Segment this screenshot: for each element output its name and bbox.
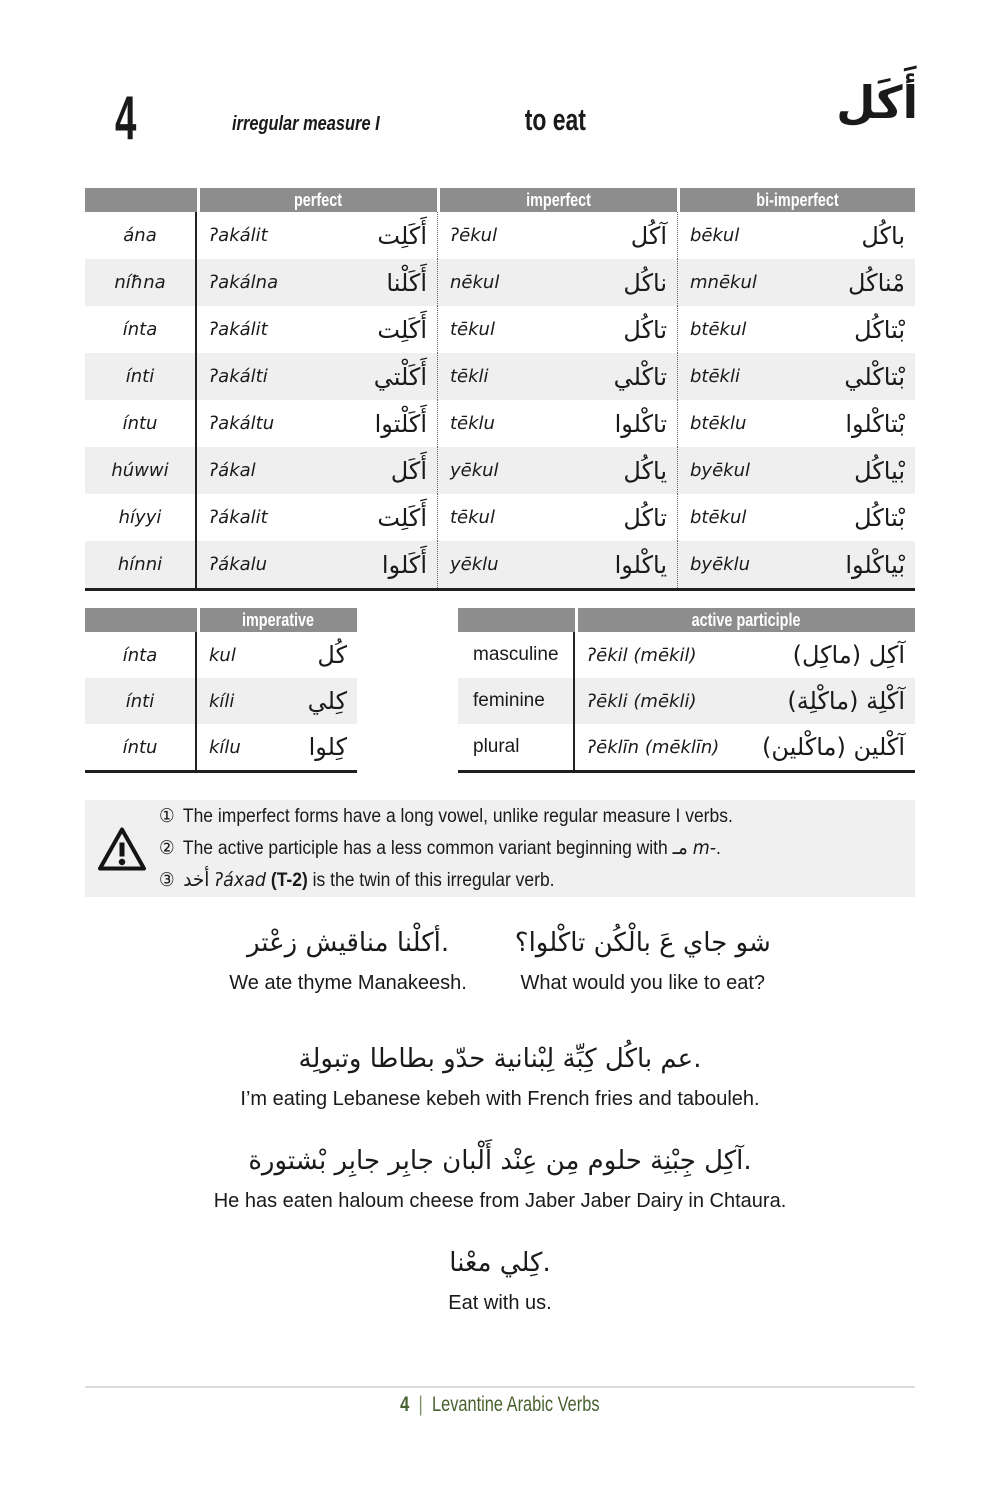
example-sentence	[229, 918, 467, 998]
verb-title-arabic: أَكَل	[836, 76, 918, 129]
perfect-cell	[197, 212, 437, 259]
bi-imperfect-transliteration: btēklu	[690, 413, 747, 434]
imperative-transliteration: kul	[209, 644, 236, 666]
imperfect-cell	[437, 259, 677, 306]
participle-transliteration: ʔēkli (mēkli)	[587, 690, 697, 712]
perfect-transliteration: ʔakálit	[209, 319, 268, 340]
conjugation-table-header	[85, 188, 915, 212]
warning-triangle-icon	[85, 826, 159, 872]
participle-arabic: آكْلين (ماكْلين)	[762, 733, 905, 761]
bi-imperfect-cell	[677, 400, 915, 447]
pronoun-cell: ínti	[85, 678, 197, 724]
participle-cell	[575, 632, 915, 678]
imperfect-arabic: تاكْلي	[613, 362, 667, 391]
table-row	[85, 212, 915, 259]
bi-imperfect-transliteration: byēkul	[690, 460, 750, 481]
verb-title-english: to eat	[524, 102, 586, 137]
perfect-cell	[197, 447, 437, 494]
bi-imperfect-arabic: بْتاكْلي	[844, 362, 905, 391]
imperfect-transliteration: yēkul	[450, 460, 499, 481]
perfect-arabic: أَكَلْتي	[373, 362, 427, 391]
imperative-cell	[197, 724, 357, 770]
table-row	[85, 447, 915, 494]
pronoun-cell: íntu	[85, 400, 197, 447]
header-bi-imperfect: bi-imperfect	[677, 188, 915, 212]
pronoun-cell: hínni	[85, 541, 197, 588]
imperfect-transliteration: nēkul	[450, 272, 500, 293]
table-row	[85, 306, 915, 353]
participle-table-body	[458, 632, 915, 773]
example-arabic: كِلي معْنا.	[449, 1248, 551, 1278]
bi-imperfect-cell	[677, 541, 915, 588]
imperfect-arabic: آكُل	[630, 221, 667, 250]
participle-table-header	[458, 608, 915, 632]
imperative-arabic: كِلوا	[308, 733, 347, 761]
imperfect-transliteration: yēklu	[450, 554, 499, 575]
perfect-cell	[197, 541, 437, 588]
imperfect-arabic: تاكُل	[623, 503, 667, 532]
gender-label-cell: feminine	[458, 678, 575, 724]
perfect-transliteration: ʔákalu	[209, 554, 268, 575]
table-row	[458, 632, 915, 678]
table-row	[458, 724, 915, 770]
example-arabic: عم باكُل كِبِّة لِبْنانية حدّو بطاطا وتبولِة.	[298, 1044, 702, 1074]
example-english: Eat with us.	[448, 1292, 552, 1314]
imperfect-cell	[437, 212, 677, 259]
imperative-table-body	[85, 632, 357, 773]
imperative-table	[85, 608, 357, 773]
header-blank-segment	[85, 188, 197, 212]
perfect-transliteration: ʔakálna	[209, 272, 279, 293]
bi-imperfect-arabic: بْتاكُل	[854, 503, 905, 532]
notes-text	[159, 801, 915, 896]
bi-imperfect-arabic: بْتاكْلوا	[845, 409, 905, 438]
note-2: ② The active participle has a less common variant beginning with مـ m-.	[159, 835, 721, 859]
example-pair-row	[85, 918, 915, 998]
example-arabic: آكِل جِبْنِة حلوم مِن عِنْد أَلْبان جابِر جابِر بْشتورة.	[248, 1146, 752, 1176]
participle-arabic: آكِل (ماكِل)	[792, 641, 905, 669]
bi-imperfect-cell	[677, 353, 915, 400]
header-blank-segment	[458, 608, 575, 632]
perfect-transliteration: ʔákalit	[209, 507, 268, 528]
bi-imperfect-cell	[677, 259, 915, 306]
imperfect-arabic: تاكْلوا	[614, 409, 667, 438]
bi-imperfect-transliteration: btēkli	[690, 366, 740, 387]
table-row	[85, 632, 357, 678]
active-participle-table	[458, 608, 915, 773]
bi-imperfect-cell	[677, 447, 915, 494]
pronoun-cell: húwwi	[85, 447, 197, 494]
example-sentence	[85, 1238, 915, 1318]
imperative-cell	[197, 678, 357, 724]
participle-cell	[575, 724, 915, 770]
imperfect-cell	[437, 353, 677, 400]
table-row	[85, 494, 915, 541]
example-english: He has eaten haloum cheese from Jaber Jaber Dairy in Chtaura.	[213, 1190, 787, 1212]
pronoun-cell: híyyi	[85, 494, 197, 541]
imperfect-cell	[437, 494, 677, 541]
perfect-cell	[197, 400, 437, 447]
table-row	[85, 724, 357, 770]
bi-imperfect-arabic: بْياكُل	[854, 456, 905, 485]
bi-imperfect-transliteration: btēkul	[690, 507, 747, 528]
participle-arabic: آكْلِة (ماكْلِة)	[787, 687, 905, 715]
perfect-arabic: أَكَلِت	[377, 315, 427, 344]
bi-imperfect-cell	[677, 494, 915, 541]
header-perfect: perfect	[197, 188, 437, 212]
verb-number: 4	[115, 84, 136, 153]
example-arabic: أكلْنا مناقيش زعْتر.	[246, 928, 450, 958]
bi-imperfect-transliteration: bēkul	[690, 225, 740, 246]
pronoun-cell: ínti	[85, 353, 197, 400]
bi-imperfect-arabic: باكُل	[861, 221, 905, 250]
perfect-arabic: أَكَل	[390, 456, 427, 485]
pronoun-cell: ínta	[85, 306, 197, 353]
perfect-arabic: أَكَلْتوا	[374, 409, 427, 438]
imperative-arabic: كِلي	[307, 687, 347, 715]
perfect-transliteration: ʔakálti	[209, 366, 268, 387]
table-row	[85, 259, 915, 306]
imperfect-arabic: ناكُل	[623, 268, 667, 297]
imperfect-transliteration: tēkli	[450, 366, 489, 387]
imperfect-arabic: تاكُل	[623, 315, 667, 344]
footer-book-title: Levantine Arabic Verbs	[432, 1393, 600, 1416]
notes-box	[85, 800, 915, 897]
bi-imperfect-transliteration: btēkul	[690, 319, 747, 340]
imperfect-transliteration: tēklu	[450, 413, 495, 434]
perfect-cell	[197, 259, 437, 306]
perfect-arabic: أَكَلِت	[377, 503, 427, 532]
bi-imperfect-transliteration: mnēkul	[690, 272, 757, 293]
imperfect-arabic: ياكْلوا	[614, 550, 667, 579]
note-1: ① The imperfect forms have a long vowel, unlike regular measure I verbs.	[159, 805, 733, 827]
header-active-participle: active participle	[575, 608, 915, 632]
imperfect-transliteration: tēkul	[450, 319, 495, 340]
note-3: ③ أخد ʔáxad (T-2) is the twin of this irregular verb.	[159, 867, 555, 891]
gender-label-cell: masculine	[458, 632, 575, 678]
footer-divider	[85, 1386, 915, 1388]
perfect-cell	[197, 494, 437, 541]
example-sentences	[85, 918, 915, 1340]
conjugation-table	[85, 188, 915, 591]
perfect-transliteration: ʔakáltu	[209, 413, 275, 434]
participle-transliteration: ʔēklīn (mēklīn)	[587, 736, 720, 758]
bi-imperfect-transliteration: byēklu	[690, 554, 750, 575]
imperfect-cell	[437, 400, 677, 447]
table-row	[85, 541, 915, 588]
verb-measure-label: irregular measure I	[232, 113, 380, 135]
participle-cell	[575, 678, 915, 724]
example-arabic: شو جاي عَ بالْكُن تاكْلوا؟	[514, 928, 771, 958]
imperfect-arabic: ياكُل	[623, 456, 667, 485]
perfect-arabic: أَكَلِت	[377, 221, 427, 250]
imperfect-cell	[437, 306, 677, 353]
table-row	[458, 678, 915, 724]
header-imperfect: imperfect	[437, 188, 677, 212]
example-sentence	[515, 918, 771, 998]
bi-imperfect-arabic: بْتاكُل	[854, 315, 905, 344]
example-english: I’m eating Lebanese kebeh with French fries and tabouleh.	[240, 1088, 760, 1110]
example-english: We ate thyme Manakeesh.	[229, 972, 467, 994]
imperfect-transliteration: tēkul	[450, 507, 495, 528]
example-sentence	[85, 1034, 915, 1114]
perfect-cell	[197, 306, 437, 353]
perfect-transliteration: ʔakálit	[209, 225, 268, 246]
bi-imperfect-arabic: بْياكْلوا	[845, 550, 905, 579]
imperative-table-header	[85, 608, 357, 632]
imperfect-cell	[437, 541, 677, 588]
pronoun-cell: ána	[85, 212, 197, 259]
imperative-arabic: كُل	[317, 641, 347, 669]
footer-separator: |	[418, 1393, 423, 1416]
imperfect-cell	[437, 447, 677, 494]
header-blank-segment	[85, 608, 197, 632]
gender-label-cell: plural	[458, 724, 575, 770]
page-footer	[0, 1393, 1000, 1417]
footer-page-number: 4	[400, 1393, 410, 1416]
example-english: What would you like to eat?	[520, 972, 766, 994]
perfect-cell	[197, 353, 437, 400]
header-imperative: imperative	[197, 608, 357, 632]
imperative-transliteration: kílu	[209, 736, 241, 758]
bi-imperfect-cell	[677, 212, 915, 259]
table-row	[85, 400, 915, 447]
conjugation-table-body	[85, 212, 915, 591]
pronoun-cell: níħna	[85, 259, 197, 306]
table-row	[85, 678, 357, 724]
bi-imperfect-arabic: مْناكُل	[847, 268, 905, 297]
imperative-transliteration: kíli	[209, 690, 235, 712]
bi-imperfect-cell	[677, 306, 915, 353]
participle-transliteration: ʔēkil (mēkil)	[587, 644, 697, 666]
pronoun-cell: íntu	[85, 724, 197, 770]
perfect-arabic: أَكَلوا	[381, 550, 427, 579]
pronoun-cell: ínta	[85, 632, 197, 678]
perfect-transliteration: ʔákal	[209, 460, 256, 481]
imperfect-transliteration: ʔēkul	[450, 225, 498, 246]
perfect-arabic: أَكَلْنا	[386, 268, 427, 297]
table-row	[85, 353, 915, 400]
imperative-cell	[197, 632, 357, 678]
example-sentence	[85, 1136, 915, 1216]
